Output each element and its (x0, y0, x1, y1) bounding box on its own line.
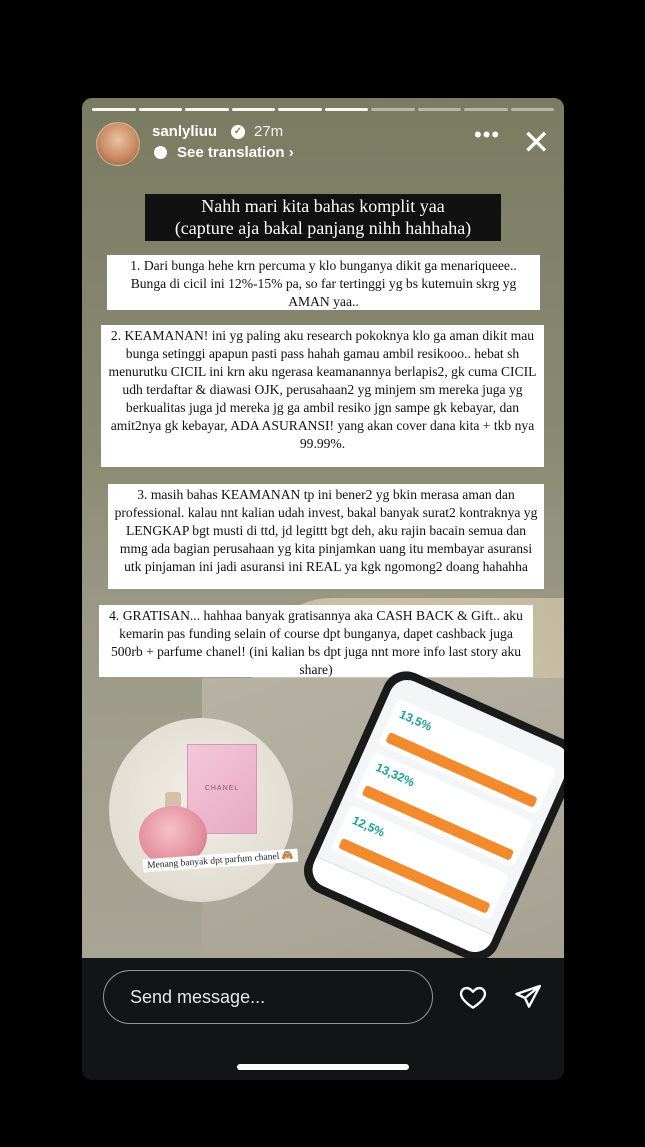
home-indicator (237, 1064, 409, 1070)
progress-segment (92, 108, 136, 111)
avatar[interactable] (96, 122, 140, 166)
see-translation-label: See translation (177, 144, 285, 161)
translate-icon (154, 146, 167, 159)
photo-caption: Menang banyak dpt parfum chanel 🙈 (143, 849, 298, 873)
more-icon[interactable]: ••• (474, 122, 501, 147)
progress-segment (464, 108, 508, 111)
progress-segment (232, 108, 276, 111)
perfume-box-label: CHANEL (204, 785, 240, 792)
story-title-line-1: Nahh mari kita bahas komplit yaa (201, 196, 445, 216)
progress-segment (278, 108, 322, 111)
progress-segment (185, 108, 229, 111)
story-progress-bar (92, 108, 554, 111)
progress-segment (139, 108, 183, 111)
paragraph-4: 4. GRATISAN... hahhaa banyak gratisannya aka CASH BACK & Gift.. aku kemarin pas funding selain of course dpt bunganya, dapet cashback juga 500rb + parfume chanel! (ini kalian bs dpt juga nnt more info last story aku share) (99, 605, 533, 677)
paragraph-2: 2. KEAMANAN! ini yg paling aku research pokoknya klo ga aman dikit mau bunga setinggi apapun pasti pass hahah gamau ambil resikooo.. hebat sh menurutku CICIL ini krn aku ngerasa keamanannya berlapis2, gk cuma CICIL udh terdaftar & diawasi OJK, perusahaan2 yg minjem sm mereka juga yg berkualitas juga jd mereka jg ga ambil resiko jgn sampe gk kebayar, dan amit2nya gk kebayar, ADA ASURANSI! yang akan cover dana kita + tkb nya 99.99%. (101, 325, 544, 467)
progress-segment (511, 108, 555, 111)
funding-rate: 13,5% (397, 707, 435, 734)
perfume-photo (109, 718, 293, 902)
story-viewer (82, 98, 564, 1080)
story-title (145, 194, 501, 241)
funding-rate: 13,32% (373, 760, 417, 790)
story-title-line-2: (capture aja bakal panjang nihh hahhaha) (174, 218, 472, 238)
funding-rate: 12,5% (350, 813, 387, 840)
progress-segment (371, 108, 415, 111)
close-icon[interactable]: ✕ (522, 124, 551, 162)
paragraph-3: 3. masih bahas KEAMANAN tp ini bener2 yg bkin merasa aman dan professional. kalau nnt kalian udah invest, bakal banyak surat2 kontraknya yg LENGKAP bgt musti di ttd, jd legittt bgt deh, aku rajin bacain semua dan mmg ada bagian perusahaan yg kita pinjamkan uang itu membayar asuransi utk pinjaman ini jadi asuransi ini REAL ya kgk ngomong2 doang hahahha (108, 484, 544, 589)
reply-bar (82, 958, 564, 1080)
progress-segment (418, 108, 462, 111)
send-icon[interactable] (512, 982, 544, 1012)
progress-segment (325, 108, 369, 111)
story-content[interactable] (82, 98, 564, 958)
heart-icon[interactable] (457, 982, 489, 1012)
post-time: 27m (254, 123, 284, 140)
verified-badge-icon: ✓ (231, 125, 245, 139)
send-message-input[interactable] (103, 970, 433, 1024)
username[interactable]: sanlyliuu (152, 123, 218, 140)
paragraph-1: 1. Dari bunga hehe krn percuma y klo bunganya dikit ga menariqueee.. Bunga di cicil ini 12%-15% pa, so far tertinggi yg bs kutemuin skrg yg AMAN yaa.. (107, 255, 540, 310)
see-translation-link[interactable]: See translation › (177, 144, 294, 161)
